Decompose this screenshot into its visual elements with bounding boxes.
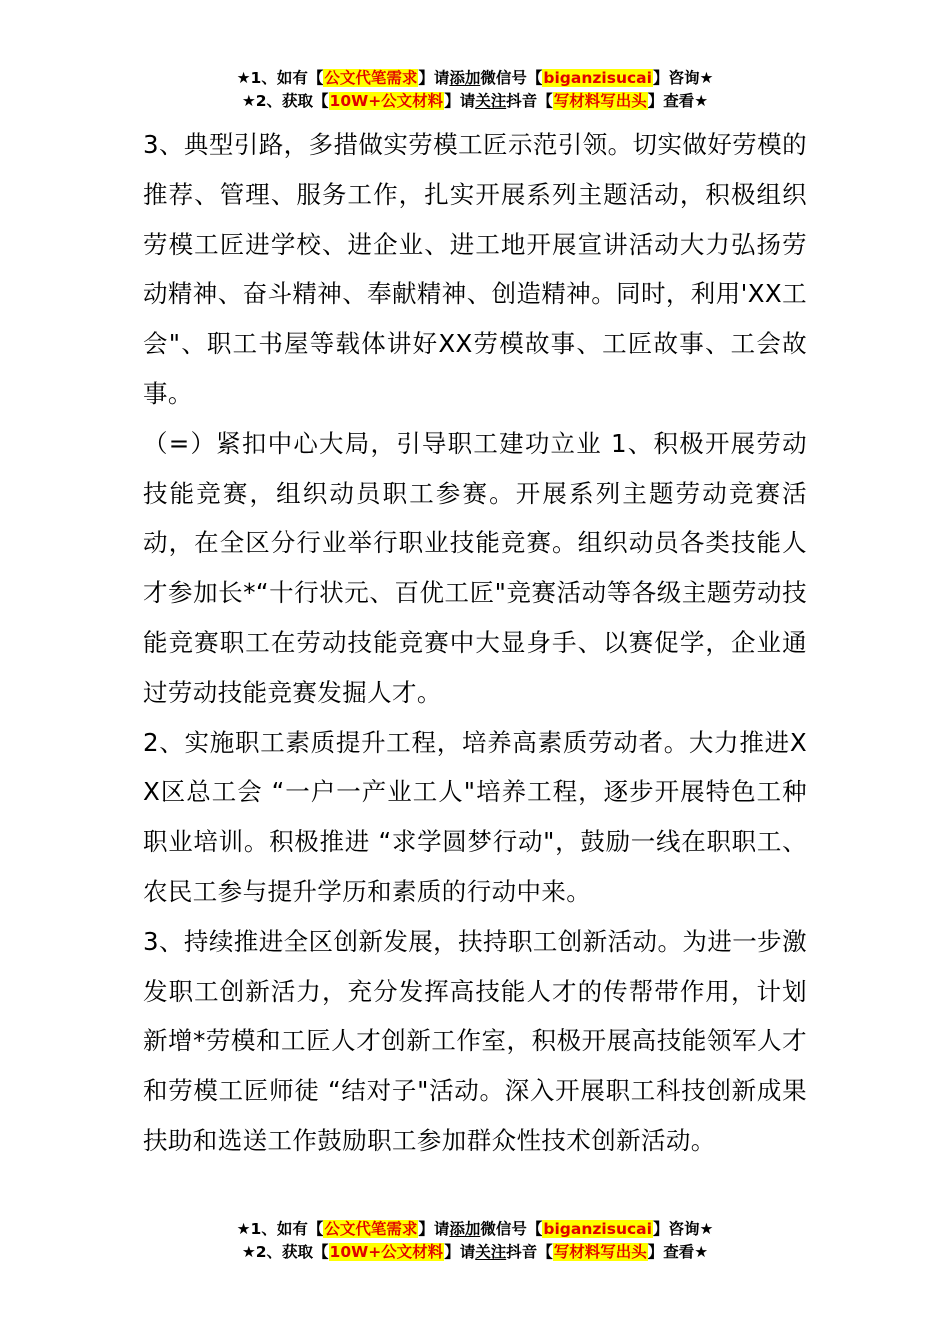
banner-highlight: 写材料写出头	[553, 92, 647, 110]
banner-emphasis: 添加	[449, 69, 481, 87]
banner-highlight: 公文代笔需求	[324, 69, 418, 87]
banner-text: 】查看★	[647, 1243, 709, 1261]
banner-emphasis: 添加	[449, 1220, 481, 1238]
paragraph: 3、典型引路，多措做实劳模工匠示范引领。切实做好劳模的推荐、管理、服务工作，扎实开展系列主题活动，积极组织劳模工匠进学校、进企业、进工地开展宣讲活动大力弘扬劳动精神、奋斗精神、奉献精神、创造精神。同时，利用'XX工会"、职工书屋等载体讲好XX劳模故事、工匠故事、工会故事。	[143, 130, 808, 408]
banner-text: 】请	[444, 1243, 476, 1261]
banner-text: 】请	[444, 92, 476, 110]
banner-highlight: 写材料写出头	[553, 1243, 647, 1261]
banner-emphasis: 关注	[475, 1243, 507, 1261]
banner-text: 微信号【	[480, 69, 543, 87]
paragraph: 3、持续推进全区创新发展，扶持职工创新活动。为进一步激发职工创新活力，充分发挥高技能人才的传帮带作用，计划新增*劳模和工匠人才创新工作室，积极开展高技能领军人才和劳模工匠师徒 “结对子"活动。深入开展职工科技创新成果扶助和选送工作鼓励职工参加群众性技术创新活动。	[143, 926, 807, 1155]
banner-text: ★1、如有【	[236, 69, 324, 87]
banner-text: 微信号【	[480, 1220, 543, 1238]
banner-line-2	[0, 90, 950, 113]
banner-highlight: biganzisucai	[543, 1220, 652, 1238]
banner-text: 】请	[418, 69, 450, 87]
banner-line-1	[0, 67, 950, 90]
banner-text: 】查看★	[647, 92, 709, 110]
paragraph: 2、实施职工素质提升工程，培养高素质劳动者。大力推进XX区总工会 “一户一产业工人"培养工程，逐步开展特色工种职业培训。积极推进 “求学圆梦行动"，鼓励一线在职职工、农民工参与提升学历和素质的行动中来。	[143, 727, 807, 906]
banner-text: 抖音【	[506, 1243, 553, 1261]
banner-highlight: 10W+公文材料	[329, 1243, 444, 1261]
banner-text: 】咨询★	[652, 69, 714, 87]
banner-text: 】请	[418, 1220, 450, 1238]
banner-text: ★1、如有【	[236, 1220, 324, 1238]
banner-highlight: 10W+公文材料	[329, 92, 444, 110]
document-body	[143, 120, 807, 1166]
banner-text: 】咨询★	[652, 1220, 714, 1238]
bottom-banner	[0, 1218, 950, 1264]
top-banner	[0, 67, 950, 113]
paragraph: （=）紧扣中心大局，引导职工建功立业 1、积极开展劳动技能竞赛，组织动员职工参赛。开展系列主题劳动竞赛活动，在全区分行业举行职业技能竞赛。组织动员各类技能人才参加长*“十行状元、百优工匠"竞赛活动等各级主题劳动技能竞赛职工在劳动技能竞赛中大显身手、以赛促学，企业通过劳动技能竞赛发掘人才。	[143, 428, 807, 707]
banner-line-2	[0, 1241, 950, 1264]
banner-text: ★2、获取【	[241, 92, 329, 110]
banner-text: ★2、获取【	[241, 1243, 329, 1261]
banner-line-1	[0, 1218, 950, 1241]
banner-highlight: 公文代笔需求	[324, 1220, 418, 1238]
banner-emphasis: 关注	[475, 92, 507, 110]
banner-text: 抖音【	[506, 92, 553, 110]
banner-highlight: biganzisucai	[543, 69, 652, 87]
